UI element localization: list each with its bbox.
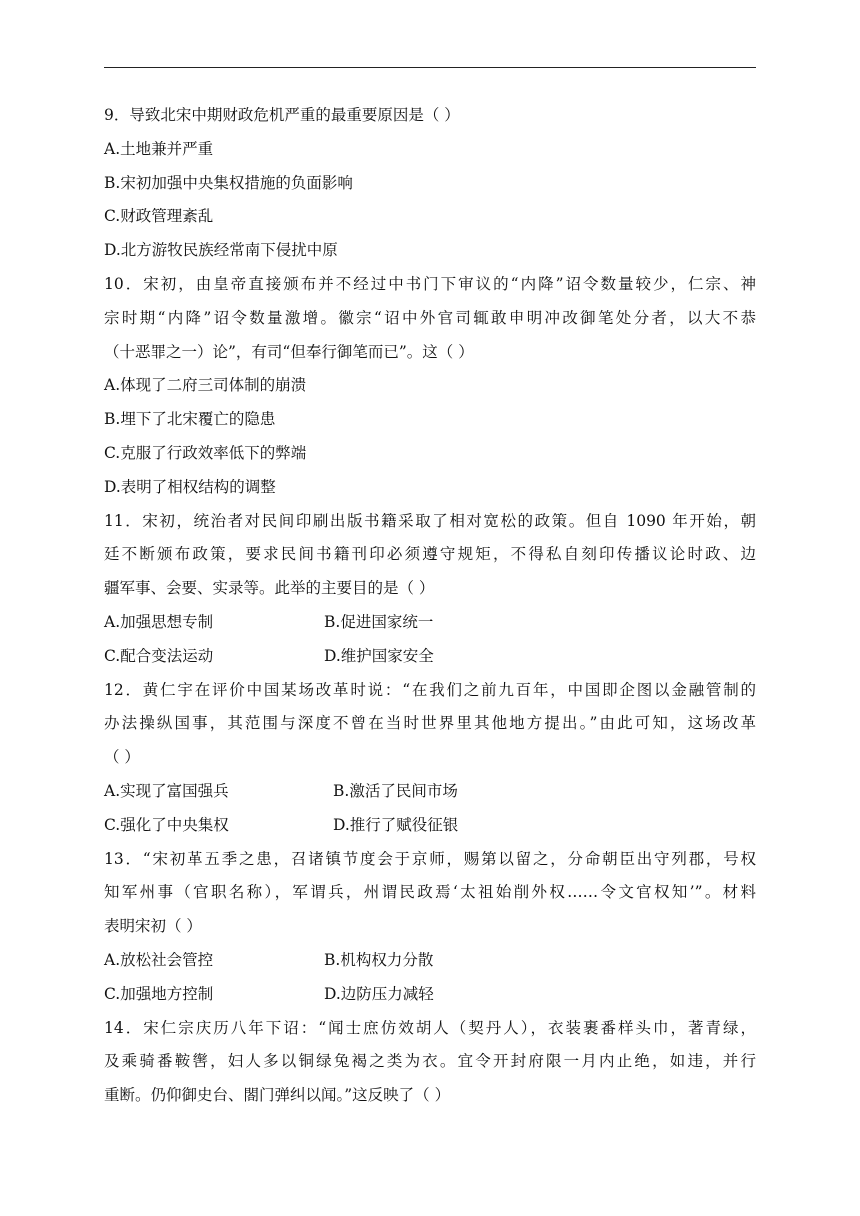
option-a: A.体现了二府三司体制的崩溃 [104, 376, 307, 395]
option-d: D.北方游牧民族经常南下侵扰中原 [104, 241, 338, 260]
question-stem-line: 12．黄仁宇在评价中国某场改革时说：“在我们之前九百年，中国即企图以金融管制的 [104, 680, 756, 699]
question-stem-line: 11．宋初，统治者对民间印刷出版书籍采取了相对宽松的政策。但自 1090 年开始，朝 [104, 511, 756, 530]
option-b: B.宋初加强中央集权措施的负面影响 [104, 173, 353, 192]
question-9 [104, 99, 756, 268]
options-row [104, 640, 756, 674]
question-stem-line: （ ） [104, 748, 140, 767]
option-b: B.机构权力分散 [324, 950, 434, 969]
question-stem-line: 知军州事（官职名称），军谓兵，州谓民政焉‘太祖始削外权……令文官权知’”。材料 [104, 883, 756, 902]
question-stem-line: 重断。仍仰御史台、閤门弹纠以闻。”这反映了（ ） [104, 1086, 451, 1105]
question-stem-line: 疆军事、会要、实录等。此举的主要目的是（ ） [104, 579, 435, 598]
question-stem-line: 10．宋初，由皇帝直接颁布并不经过中书门下审议的“内降”诏令数量较少，仁宗、神 [104, 274, 756, 293]
question-stem-line: 办法操纵国事，其范围与深度不曾在当时世界里其他地方提出。”由此可知，这场改革 [104, 714, 756, 733]
option-a: A.土地兼并严重 [104, 139, 214, 158]
question-stem-line: （十恶罪之一）论”，有司“但奉行御笔而已”。这（ ） [104, 342, 474, 361]
option-c: C.配合变法运动 [104, 646, 214, 665]
exam-questions [104, 99, 756, 1113]
option-a: A.实现了富国强兵 [104, 781, 229, 800]
options-row [104, 606, 756, 640]
header-rule [104, 67, 756, 68]
question-14 [104, 1012, 756, 1113]
option-b: B.促进国家统一 [324, 612, 434, 631]
option-b: B.激活了民间市场 [333, 781, 458, 800]
question-12 [104, 674, 756, 843]
option-c: C.财政管理紊乱 [104, 207, 214, 226]
question-stem-line: 廷不断颁布政策，要求民间书籍刊印必须遵守规矩，不得私自刻印传播议论时政、边 [104, 545, 756, 564]
question-stem-line: 宗时期“内降”诏令数量激增。徽宗“诏中外官司辄敢申明冲改御笔处分者，以大不恭 [104, 308, 756, 327]
option-c: C.强化了中央集权 [104, 815, 229, 834]
question-stem-line: 14．宋仁宗庆历八年下诏：“闻士庶仿效胡人（契丹人），衣装裹番样头巾，著青绿， [104, 1018, 756, 1037]
question-11 [104, 505, 756, 674]
option-d: D.维护国家安全 [324, 646, 434, 665]
option-a: A.放松社会管控 [104, 950, 214, 969]
option-c: C.加强地方控制 [104, 984, 214, 1003]
options-row [104, 944, 756, 978]
option-b: B.埋下了北宋覆亡的隐患 [104, 410, 276, 429]
option-a: A.加强思想专制 [104, 612, 214, 631]
question-stem-line: 9．导致北宋中期财政危机严重的最重要原因是（ ） [104, 106, 460, 124]
question-stem-line: 表明宋初（ ） [104, 917, 202, 936]
options-row [104, 809, 756, 843]
question-stem-line: 13．“宋初革五季之患，召诸镇节度会于京师，赐第以留之，分命朝臣出守列郡，号权 [104, 849, 756, 868]
option-d: D.表明了相权结构的调整 [104, 477, 276, 496]
question-stem-line: 及乘骑番鞍辔，妇人多以铜绿兔褐之类为衣。宜令开封府限一月内止绝，如违，并行 [104, 1052, 756, 1071]
option-c: C.克服了行政效率低下的弊端 [104, 443, 307, 462]
options-row [104, 978, 756, 1012]
question-13 [104, 843, 756, 1012]
question-10 [104, 268, 756, 505]
option-d: D.边防压力减轻 [324, 984, 434, 1003]
option-d: D.推行了赋役征银 [333, 815, 459, 834]
options-row [104, 775, 756, 809]
